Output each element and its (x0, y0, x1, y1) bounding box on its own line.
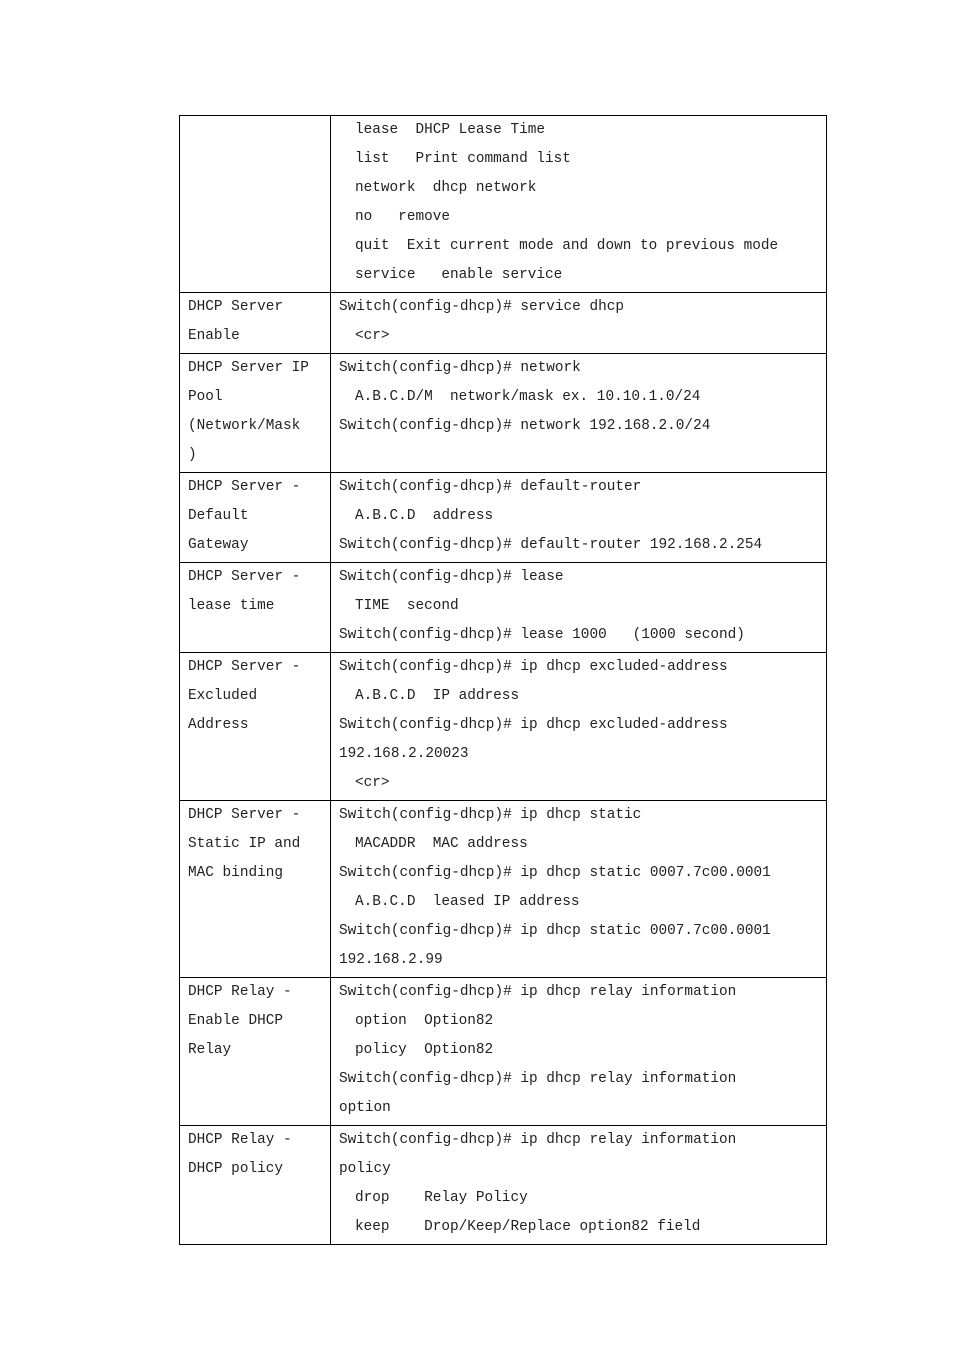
feature-label (180, 293, 330, 353)
command-line: Switch(config-dhcp)# service dhcp (339, 299, 624, 315)
feature-label-line: lease time (188, 598, 275, 614)
command-block (331, 563, 826, 652)
command-line: A.B.C.D IP address (355, 688, 520, 704)
feature-label-cell (180, 653, 331, 801)
feature-label (180, 653, 330, 742)
command-line: Switch(config-dhcp)# ip dhcp excluded-address (339, 659, 728, 675)
table-body (180, 116, 827, 1245)
feature-label (180, 1126, 330, 1186)
command-block (331, 473, 826, 562)
feature-label-cell (180, 1126, 331, 1245)
feature-label (180, 978, 330, 1067)
command-line: Switch(config-dhcp)# lease (339, 569, 564, 585)
command-reference-table (179, 115, 827, 1245)
table-row (180, 563, 827, 653)
feature-label-line: Enable DHCP (188, 1013, 283, 1029)
command-line: lease DHCP Lease Time (355, 122, 545, 138)
feature-label-cell (180, 293, 331, 354)
feature-label-line: DHCP Server (188, 299, 283, 315)
command-line: Switch(config-dhcp)# default-router 192.168.2.254 (339, 537, 763, 553)
feature-label-line: MAC binding (188, 865, 283, 881)
feature-label-line: DHCP policy (188, 1161, 283, 1177)
feature-label-line: Enable (188, 328, 240, 344)
command-line: Switch(config-dhcp)# ip dhcp static 0007.7c00.0001 (339, 923, 771, 939)
command-line: network dhcp network (355, 180, 537, 196)
feature-label-line: DHCP Server - (188, 569, 301, 585)
feature-label-cell (180, 354, 331, 473)
command-line: option Option82 (355, 1013, 494, 1029)
table-row (180, 293, 827, 354)
command-line: Switch(config-dhcp)# ip dhcp relay information (339, 1132, 737, 1148)
command-line: Switch(config-dhcp)# lease 1000 (1000 second) (339, 627, 745, 643)
command-line: TIME second (355, 598, 459, 614)
command-block (331, 293, 826, 353)
table-row (180, 801, 827, 978)
command-line: 192.168.2.99 (339, 952, 443, 968)
command-line: policy Option82 (355, 1042, 494, 1058)
command-line: A.B.C.D leased IP address (355, 894, 580, 910)
feature-label-cell (180, 116, 331, 293)
command-line: Switch(config-dhcp)# network 192.168.2.0/24 (339, 418, 711, 434)
table-row (180, 653, 827, 801)
command-cell (331, 801, 827, 978)
feature-label-cell (180, 473, 331, 563)
command-cell (331, 293, 827, 354)
command-block (331, 653, 826, 800)
feature-label-cell (180, 563, 331, 653)
command-line: Switch(config-dhcp)# ip dhcp relay information (339, 1071, 737, 1087)
feature-label-line: Address (188, 717, 249, 733)
feature-label-line: DHCP Relay - (188, 984, 292, 1000)
feature-label-line: (Network/Mask (188, 418, 301, 434)
table-row (180, 354, 827, 473)
table-row (180, 473, 827, 563)
feature-label-line: Pool (188, 389, 223, 405)
command-line: Switch(config-dhcp)# default-router (339, 479, 642, 495)
command-block (331, 978, 826, 1125)
command-cell (331, 116, 827, 293)
feature-label-line: Static IP and (188, 836, 301, 852)
feature-label-cell (180, 978, 331, 1126)
command-line: A.B.C.D address (355, 508, 494, 524)
feature-label-line: DHCP Server IP (188, 360, 309, 376)
feature-label-line: Relay (188, 1042, 232, 1058)
command-line: MACADDR MAC address (355, 836, 528, 852)
command-cell (331, 473, 827, 563)
command-line: service enable service (355, 267, 563, 283)
feature-label-line: DHCP Server - (188, 807, 301, 823)
table-row (180, 1126, 827, 1245)
command-cell (331, 563, 827, 653)
command-block (331, 801, 826, 977)
command-line: keep Drop/Keep/Replace option82 field (355, 1219, 701, 1235)
feature-label-line: ) (188, 447, 197, 463)
table-row (180, 978, 827, 1126)
feature-label-line: Excluded (188, 688, 258, 704)
feature-label-line: Gateway (188, 537, 249, 553)
feature-label-cell (180, 801, 331, 978)
feature-label (180, 563, 330, 623)
command-line: Switch(config-dhcp)# ip dhcp relay information (339, 984, 737, 1000)
command-line: <cr> (355, 328, 390, 344)
command-line: Switch(config-dhcp)# ip dhcp static 0007.7c00.0001 (339, 865, 771, 881)
command-line: Switch(config-dhcp)# ip dhcp excluded-address (339, 717, 728, 733)
command-block (331, 354, 826, 443)
feature-label (180, 354, 330, 472)
command-block (331, 116, 826, 292)
feature-label-line: DHCP Server - (188, 479, 301, 495)
table-row (180, 116, 827, 293)
command-line: Switch(config-dhcp)# network (339, 360, 581, 376)
command-line: policy (339, 1161, 391, 1177)
feature-label-line: Default (188, 508, 249, 524)
command-cell (331, 354, 827, 473)
command-cell (331, 1126, 827, 1245)
feature-label (180, 116, 330, 118)
command-line: A.B.C.D/M network/mask ex. 10.10.1.0/24 (355, 389, 701, 405)
command-line: Switch(config-dhcp)# ip dhcp static (339, 807, 642, 823)
command-cell (331, 978, 827, 1126)
feature-label-line: DHCP Server - (188, 659, 301, 675)
feature-label (180, 801, 330, 890)
command-line: <cr> (355, 775, 390, 791)
command-line: drop Relay Policy (355, 1190, 528, 1206)
command-line: option (339, 1100, 391, 1116)
command-cell (331, 653, 827, 801)
command-line: quit Exit current mode and down to previous mode (355, 238, 779, 254)
feature-label-line: DHCP Relay - (188, 1132, 292, 1148)
command-line: no remove (355, 209, 450, 225)
command-line: list Print command list (355, 151, 571, 167)
feature-label (180, 473, 330, 562)
command-block (331, 1126, 826, 1244)
command-line: 192.168.2.20023 (339, 746, 469, 762)
